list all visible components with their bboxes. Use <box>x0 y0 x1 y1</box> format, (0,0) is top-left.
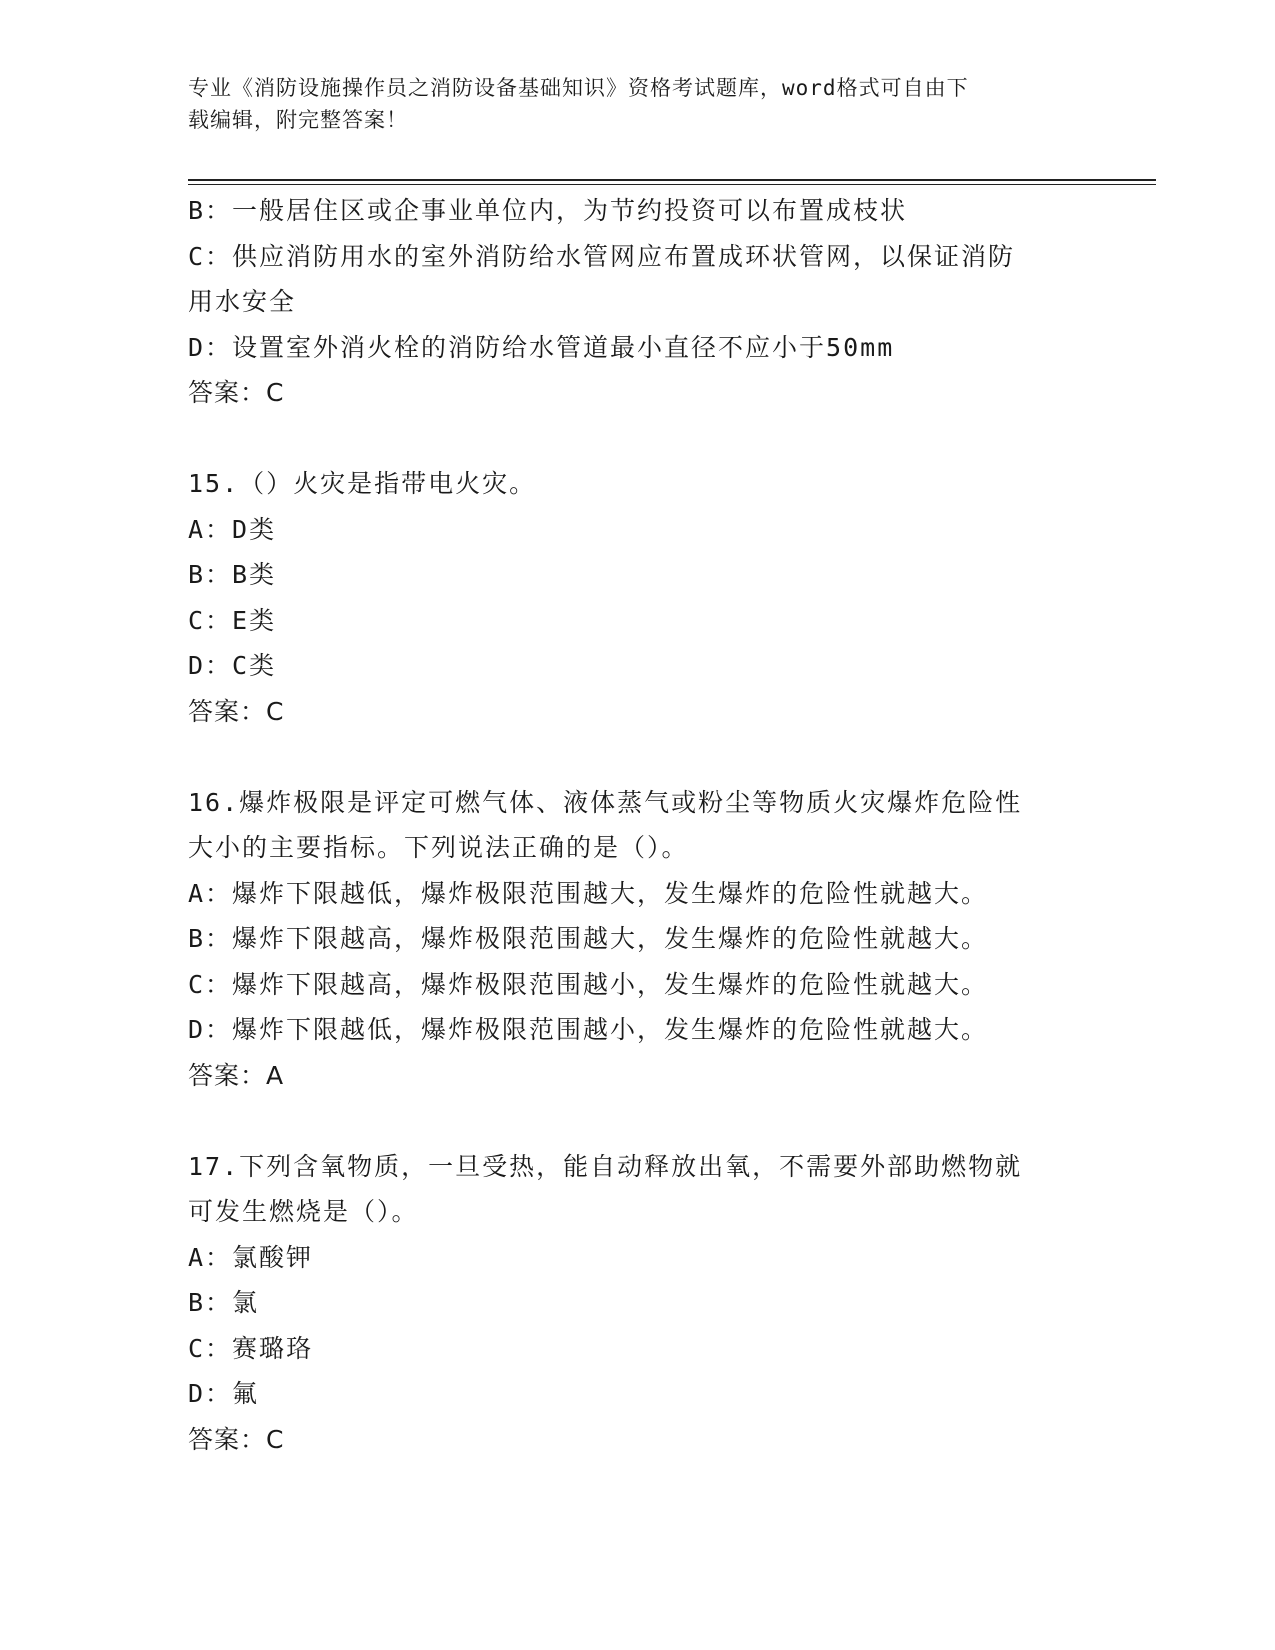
option-d: D：设置室外消火栓的消防给水管道最小直径不应小于50mm <box>188 332 895 362</box>
question-15 <box>188 461 1088 734</box>
question-list <box>188 188 1088 1462</box>
header-divider-thin <box>188 184 1156 185</box>
option-c: C：E类 <box>188 605 277 635</box>
answer: 答案：A <box>188 1060 285 1090</box>
option-d: D：氟 <box>188 1379 260 1408</box>
option-c-continued: 用水安全 <box>188 287 297 316</box>
document-header <box>188 72 1078 136</box>
option-d: D：爆炸下限越低，爆炸极限范围越小，发生爆炸的危险性就越大。 <box>188 1015 989 1044</box>
spacer <box>188 416 1088 462</box>
header-line-1: 专业《消防设施操作员之消防设备基础知识》资格考试题库，word格式可自由下 <box>188 76 969 100</box>
answer: 答案：C <box>188 696 285 726</box>
option-b: B：一般居住区或企事业单位内，为节约投资可以布置成枝状 <box>188 196 908 225</box>
question-stem: 16.爆炸极限是评定可燃气体、液体蒸气或粉尘等物质火灾爆炸危险性 <box>188 787 1023 817</box>
option-c: C：爆炸下限越高，爆炸极限范围越小，发生爆炸的危险性就越大。 <box>188 969 989 999</box>
answer: 答案：C <box>188 1424 285 1454</box>
answer: 答案：C <box>188 378 285 407</box>
option-a: A：D类 <box>188 514 277 544</box>
spacer <box>188 1098 1088 1144</box>
option-b: B：爆炸下限越高，爆炸极限范围越大，发生爆炸的危险性就越大。 <box>188 924 989 953</box>
question-stem-continued: 可发生燃烧是（）。 <box>188 1197 419 1226</box>
option-b: B：B类 <box>188 560 277 589</box>
question-17 <box>188 1144 1088 1463</box>
option-b: B：氯 <box>188 1288 260 1317</box>
question-14 <box>188 188 1088 416</box>
option-d: D：C类 <box>188 651 277 680</box>
option-c: C：供应消防用水的室外消防给水管网应布置成环状管网，以保证消防 <box>188 241 1016 271</box>
option-a: A：爆炸下限越低，爆炸极限范围越大，发生爆炸的危险性就越大。 <box>188 878 989 908</box>
question-16 <box>188 780 1088 1099</box>
question-stem-continued: 大小的主要指标。下列说法正确的是（）。 <box>188 833 689 862</box>
option-c: C：赛璐珞 <box>188 1333 314 1363</box>
question-stem: 17.下列含氧物质，一旦受热，能自动释放出氧，不需要外部助燃物就 <box>188 1151 1023 1181</box>
option-a: A：氯酸钾 <box>188 1242 314 1272</box>
spacer <box>188 734 1088 780</box>
question-stem: 15.（）火灾是指带电火灾。 <box>188 469 537 498</box>
header-line-2: 载编辑，附完整答案！ <box>188 108 408 132</box>
header-divider-thick <box>188 179 1156 181</box>
